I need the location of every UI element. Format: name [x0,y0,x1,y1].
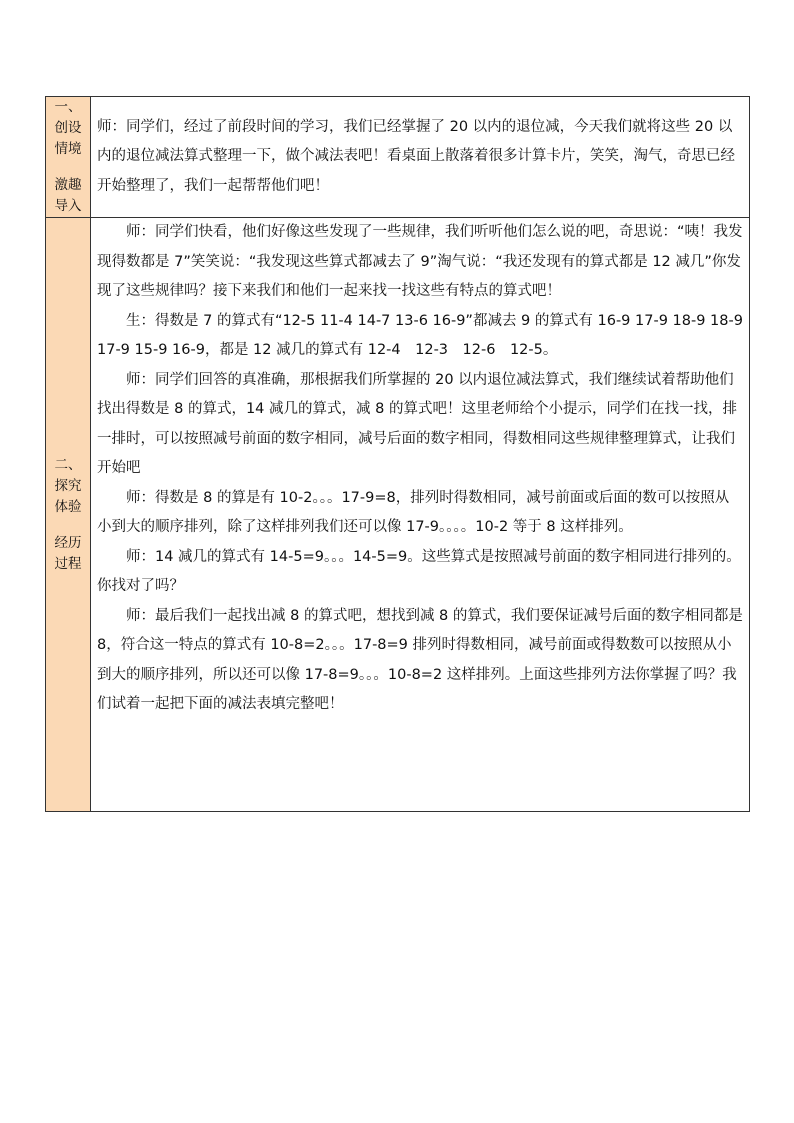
label-line: 导入 [54,198,82,214]
paragraph: 师：最后我们一起找出减 8 的算式吧，想找到减 8 的算式，我们要保证减号后面的数字相同都是 8，符合这一特点的算式有 10-8=2。。。17-8=9 排列时得数相同，减号前面或得数数可以按照从小到大的顺序排列，所以还可以像 17-8=9。。。10-8=2 这样排列。上面这些排列方法你掌握了吗？我们试着一起把下面的减法表填完整吧！ [97,607,743,712]
paragraph: 师：得数是 8 的算是有 10-2。。。17-9=8，排列时得数相同，减号前面或后面的数可以按照从小到大的顺序排列，除了这样排列我们还可以像 17-9。。。。10-2 等于 8 这样排列。 [97,489,730,535]
label-line: 经历 [54,534,82,551]
label-line: 过程 [54,555,82,572]
paragraph: 师：14 减几的算式有 14-5=9。。。14-5=9。这些算式是按照减号前面的数字相同进行排列的。你找对了吗？ [97,548,741,594]
label-line: 情境 [54,141,82,157]
section-content-intro [91,97,750,218]
label-line: 探究 [54,477,82,494]
label-line: 一、 [54,99,82,115]
section-content-explore [91,218,750,812]
section-row-intro [46,97,750,218]
label-line: 创设 [54,120,82,136]
section-label-explore [46,218,91,812]
lesson-plan-table [45,96,750,812]
label-line: 体验 [54,498,82,515]
section-row-explore [46,218,750,812]
label-line: 二、 [54,456,82,473]
label-gap [46,160,90,175]
paragraph: 师：同学们快看，他们好像这些发现了一些规律，我们听听他们怎么说的吧，奇思说：“咦！我发现得数都是 7”笑笑说：“我发现这些算式都减去了 9”淘气说：“我还发现有的算式都是 12 减几”你发现了这些规律吗？接下来我们和他们一起来找一找这些有特点的算式吧！ [97,224,743,299]
paragraph: 师：同学们，经过了前段时间的学习，我们已经掌握了 20 以内的退位减，今天我们就将这些 20 以内的退位减法算式整理一下，做个减法表吧！看桌面上散落着很多计算卡片，笑笑，淘气，奇思已经开始整理了，我们一起帮帮他们吧！ [97,118,735,194]
label-gap [46,518,90,533]
label-line: 激趣 [54,177,82,193]
paragraph: 生：得数是 7 的算式有“12-5 11-4 14-7 13-6 16-9”都减去 9 的算式有 16-9 17-9 18-9 18-9 17-9 15-9 16-9，都是 12 减几的算式有 12-4 12-3 12-6 12-5。 [97,312,743,358]
section-label-intro [46,97,91,218]
paragraph: 师：同学们回答的真准确，那根据我们所掌握的 20 以内退位减法算式，我们继续试着帮助他们找出得数是 8 的算式，14 减几的算式，减 8 的算式吧！这里老师给个小提示，同学们在找一找，排一排时，可以按照减号前面的数字相同，减号后面的数字相同，得数相同这些规律整理算式，让我们开始吧 [97,371,737,476]
